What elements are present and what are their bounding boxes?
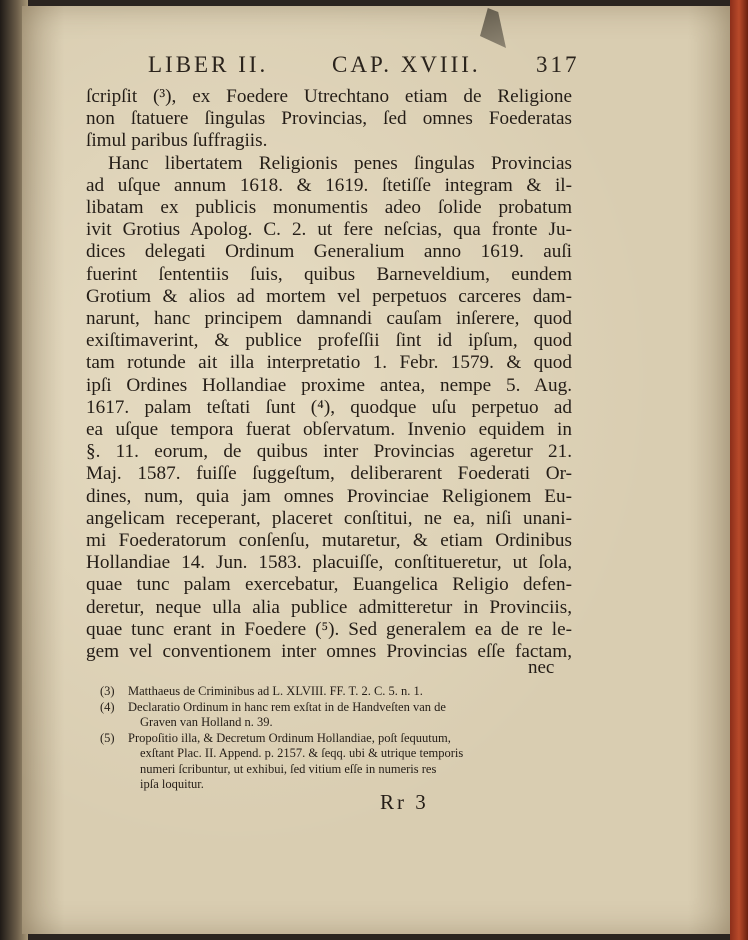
text-line: narunt, hanc principem damnandi cauſam inſerere, quod (86, 308, 572, 330)
footnote-number: (3) (100, 684, 115, 698)
book-cover-edge (730, 0, 748, 940)
footnotes (100, 684, 560, 793)
footnote-line: exſtant Plac. II. Append. p. 2157. & ſeqq. ubi & utrique temporis (140, 746, 464, 760)
footnote-number: (4) (100, 699, 115, 714)
footnote (100, 684, 560, 700)
text-line: exiſtimaverint, & publice profeſſii ſint id ipſum, quod (86, 330, 572, 352)
text-line: ſimul paribus ſuffragiis. (86, 130, 268, 152)
footnote-line: Declaratio Ordinum in hanc rem exſtat in de Handveſten van de (128, 699, 446, 714)
footnote (100, 700, 560, 731)
text-line: angelicam receperant, placeret conſtitui, ne ea, niſi unani- (86, 507, 572, 529)
text-line: §. 11. eorum, de quibus inter Provincias ageretur 21. (86, 441, 572, 463)
text-line: quae tunc erant in Foedere (⁵). Sed generalem ea de re le- (86, 618, 572, 640)
catchword: nec (528, 657, 555, 678)
text-line: fuerint ſententiis ſuis, quibus Barneveldium, eundem (86, 263, 572, 285)
text-line: ivit Grotius Apolog. C. 2. ut fere neſcias, qua fronte Ju- (86, 219, 572, 241)
footnote-number: (5) (100, 730, 115, 745)
text-line: Grotium & alios ad mortem vel perpetuos carceres dam- (86, 285, 572, 307)
text-line: ea uſque tempora fuerat obſervatum. Invenio equidem in (86, 419, 572, 441)
footnote-line: ipſa loquitur. (140, 777, 204, 791)
text-line: Maj. 1587. fuiſſe ſuggeſtum, deliberarent Foederati Or- (86, 463, 572, 485)
text-line: mi Foederatorum conſenſu, mutaretur, & etiam Ordinibus (86, 530, 572, 552)
header-book: LIBER II. (148, 52, 269, 77)
text-line: Hanc libertatem Religionis penes ſingulas Provincias (108, 152, 572, 174)
running-header (148, 52, 578, 88)
text-line: gem vel conventionem inter omnes Provincias eſſe factam, (86, 641, 572, 663)
text-line: dices delegati Ordinum Generalium anno 1619. auſi (86, 241, 572, 263)
text-line: ad uſque annum 1618. & 1619. ſtetiſſe integram & il- (86, 174, 572, 196)
footnote-line: numeri ſcribuntur, ut exhibui, ſed vitium eſſe in numeris res (140, 761, 437, 776)
footnote (100, 731, 560, 793)
text-line: ſcripſit (³), ex Foedere Utrechtano etiam de Religione (86, 86, 572, 107)
signature-mark: Rr 3 (380, 790, 429, 814)
text-line: tam rotunde ait illa interpretatio 1. Febr. 1579. & quod (86, 352, 572, 374)
text-line: libatam ex publicis monumentis adeo ſolide probatum (86, 197, 572, 219)
text-line: deretur, neque ulla alia publice admitteretur in Provinciis, (86, 596, 572, 618)
text-line: Hollandiae 14. Jun. 1583. placuiſſe, conſtitueretur, ut ſola, (86, 552, 572, 574)
text-line: quae tunc palam exercebatur, Euangelica Religio defen- (86, 574, 572, 596)
page-number: 317 (536, 52, 580, 77)
footnote-line: Propoſitio illa, & Decretum Ordinum Hollandiae, poſt ſequutum, (128, 730, 451, 745)
footnote-line: Matthaeus de Criminibus ad L. XLVIII. FF. T. 2. C. 5. n. 1. (128, 684, 423, 698)
main-text (86, 86, 572, 663)
footnote-line: Graven van Holland n. 39. (140, 715, 273, 729)
text-line: 1617. palam teſtati ſunt (⁴), quodque uſu perpetuo ad (86, 396, 572, 418)
text-line: ipſi Ordines Hollandiae proxime antea, nempe 5. Aug. (86, 374, 572, 396)
text-line: dines, num, quia jam omnes Provinciae Religionem Eu- (86, 485, 572, 507)
header-chapter: CAP. XVIII. (332, 52, 481, 77)
text-line: non ſtatuere ſingulas Provincias, ſed omnes Foederatas (86, 108, 572, 130)
